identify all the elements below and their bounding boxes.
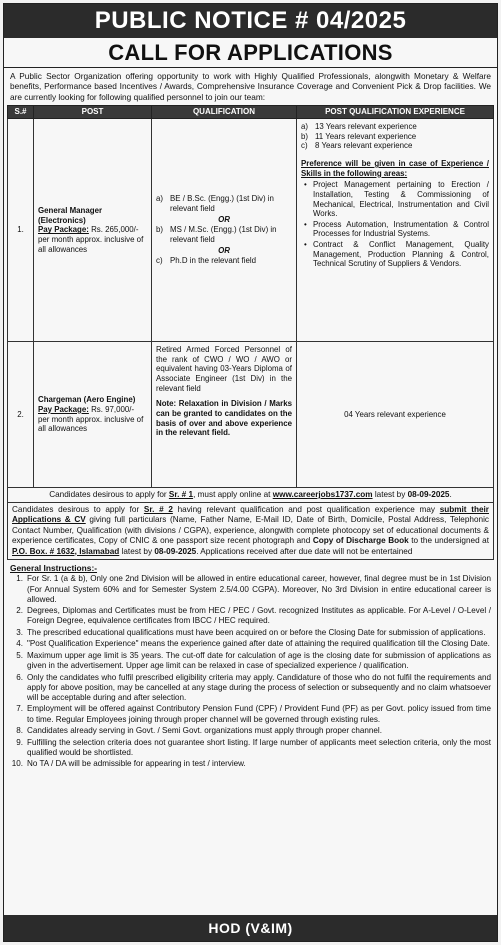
table-row <box>8 119 494 342</box>
qualification-cell <box>152 342 297 488</box>
pay-package <box>38 405 147 434</box>
pay-label: Pay Package: <box>38 404 89 414</box>
or-label: OR <box>218 214 230 224</box>
experience-item: a) 13 Years relevant experience <box>301 122 417 132</box>
notice-subtitle: CALL FOR APPLICATIONS <box>4 38 497 68</box>
experience-item: b) 11 Years relevant experience <box>301 131 417 141</box>
qualification-item: b) MS / M.Sc. (Engg.) (1st Div) in relevant field <box>156 225 277 244</box>
apply-by-post-instruction: Candidates desirous to apply for Sr. # 2 having relevant qualification and post qualification experience may submit their Applications & CV giving full particulars (Name, Father Name, E-Mail ID, Date of Birth, Domicile, Postal Address, Telephonic Contact Number, Qualification (with divisions / CGPA), experience, alongwith complete photocopy set of educational documents & experience certificates, Copy of CNIC & one passport size recent photograph and Copy of Discharge Book to the undersigned at P.O. Box. # 1632, Islamabad latest by 08-09-2025. Applications received after due date will not be entertained <box>7 503 494 560</box>
or-label: OR <box>218 245 230 255</box>
pay-value: Rs. 97,000/- per month approx. inclusive of all allowances <box>38 404 144 434</box>
table-header-row <box>8 106 494 119</box>
header-sr: S.# <box>8 106 34 119</box>
notice-title: PUBLIC NOTICE # 04/2025 <box>4 4 497 38</box>
list-item: 10. No TA / DA will be admissible for appearing in test / interview. <box>11 759 246 769</box>
header-qualification: QUALIFICATION <box>152 106 297 119</box>
pay-label: Pay Package: <box>38 225 89 235</box>
pay-package <box>38 225 147 254</box>
general-instructions-list <box>4 574 497 769</box>
list-item: 7. Employment will be offered against Contributory Pension Fund (CPF) / Provident Fund (PF) as per Govt. policy issued from time to time. Regular Employees joining through proper channel will be governed through existing rules. <box>16 704 491 724</box>
header-experience: POST QUALIFICATION EXPERIENCE <box>297 106 494 119</box>
list-item: 5. Maximum upper age limit is 35 years. The cut-off date for calculation of age is the closing date for submission of applications as given in the advertisement. Upper age limit can be relaxed in case of specialized experience / qualification. <box>16 650 491 671</box>
row-sr: 2. <box>8 342 34 488</box>
qualification-item: c) Ph.D in the relevant field <box>156 256 256 266</box>
notice-page <box>3 3 498 942</box>
relaxation-note: Note: Relaxation in Division / Marks can be granted to candidates on the basis of over and above experience in the relevant field. <box>156 399 292 438</box>
post-cell <box>34 119 152 342</box>
experience-text: 04 Years relevant experience <box>344 409 446 419</box>
experience-cell <box>297 342 494 488</box>
list-item: 2. Degrees, Diplomas and Certificates must be from HEC / PEC / Govt. recognized Institutes as applicable. For A-Level / O-Level / Foreign Degree, equivalence certificates from IBCC / HEC required. <box>16 606 491 626</box>
preference-areas <box>301 180 489 269</box>
header-post: POST <box>34 106 152 119</box>
list-item: 4. "Post Qualification Experience" means the experience gained after date of attaining the required qualification till the Closing Date. <box>16 639 490 649</box>
preference-heading: Preference will be given in case of Experience / Skills in the following areas: <box>301 159 489 178</box>
experience-cell <box>297 119 494 342</box>
general-instructions-title: General Instructions:- <box>10 563 98 574</box>
list-item: 8. Candidates already serving in Govt. / Semi Govt. organizations must apply through proper channel. <box>16 726 382 736</box>
signatory-footer: HOD (V&IM) <box>4 915 497 941</box>
list-item: 3. The prescribed educational qualifications must have been acquired on or before the Closing Date for submission of applications. <box>16 627 486 637</box>
row-sr: 1. <box>8 119 34 342</box>
apply-online-instruction: Candidates desirous to apply for Sr. # 1, must apply online at www.careerjobs1737.com latest by 08-09-2025. <box>7 488 494 503</box>
post-cell <box>34 342 152 488</box>
experience-item: c) 8 Years relevant experience <box>301 141 413 151</box>
list-item: 6. Only the candidates who fulfil prescribed eligibility criteria may apply. Candidature of those who do not fulfil the requirements and apply for above position, may be cancelled at any stage during the process of selection or subsequently and no claim whatsoever will be acceptable during and after selection. <box>16 672 491 702</box>
careers-website-link[interactable]: www.careerjobs1737.com <box>272 490 373 500</box>
post-name: General Manager (Electronics) <box>38 205 103 225</box>
list-item: 9. Fulfilling the selection criteria does not guarantee short listing. If large number of applicants meet selection criteria, only the most qualified would be shortlisted. <box>16 737 491 757</box>
list-item: • Process Automation, Instrumentation & Control Processes for Industrial Systems. <box>301 220 489 239</box>
table-row <box>8 342 494 488</box>
pay-value: Rs. 265,000/- per month approx. inclusive of all allowances <box>38 225 144 254</box>
list-item: • Contract & Conflict Management, Quality Management, Production Planning & Control, Technical Scrutiny of Suppliers & Vendors. <box>301 240 489 269</box>
qualification-text: Retired Armed Forced Personnel of the rank of CWO / WO / AWO or equivalent having 03-Years Diploma of Associate Engineer (1st Div) in the relevant field <box>156 345 292 393</box>
list-item: 1. For Sr. 1 (a & b), Only one 2nd Division will be allowed in entire educational career, however, final degree must be in 1st Division (For Annual System 60% and for Semester System 2.5/4.00 CGPA). Moreover, No 3rd Division in entire educational career is allowed. <box>16 574 491 604</box>
posts-table <box>7 105 494 488</box>
experience-list <box>301 122 489 151</box>
qualification-cell <box>152 119 297 342</box>
intro-paragraph: A Public Sector Organization offering opportunity to work with Highly Qualified Professionals, alongwith Monetary & Welfare benefits, Performance based Incentives / Awards, Comprehensive Insurance Coverage and Convenient Pick & Drop facilities. We are currently looking for following qualified personnel to join our team: <box>10 71 491 102</box>
post-name: Chargeman (Aero Engine) <box>38 395 136 405</box>
list-item: • Project Management pertaining to Erection / Installation, Testing & Commissioning of Mechanical, Electrical, Instrumentation and Civil Works. <box>301 180 489 219</box>
qualification-item: a) BE / B.Sc. (Engg.) (1st Div) in relevant field <box>156 194 274 213</box>
